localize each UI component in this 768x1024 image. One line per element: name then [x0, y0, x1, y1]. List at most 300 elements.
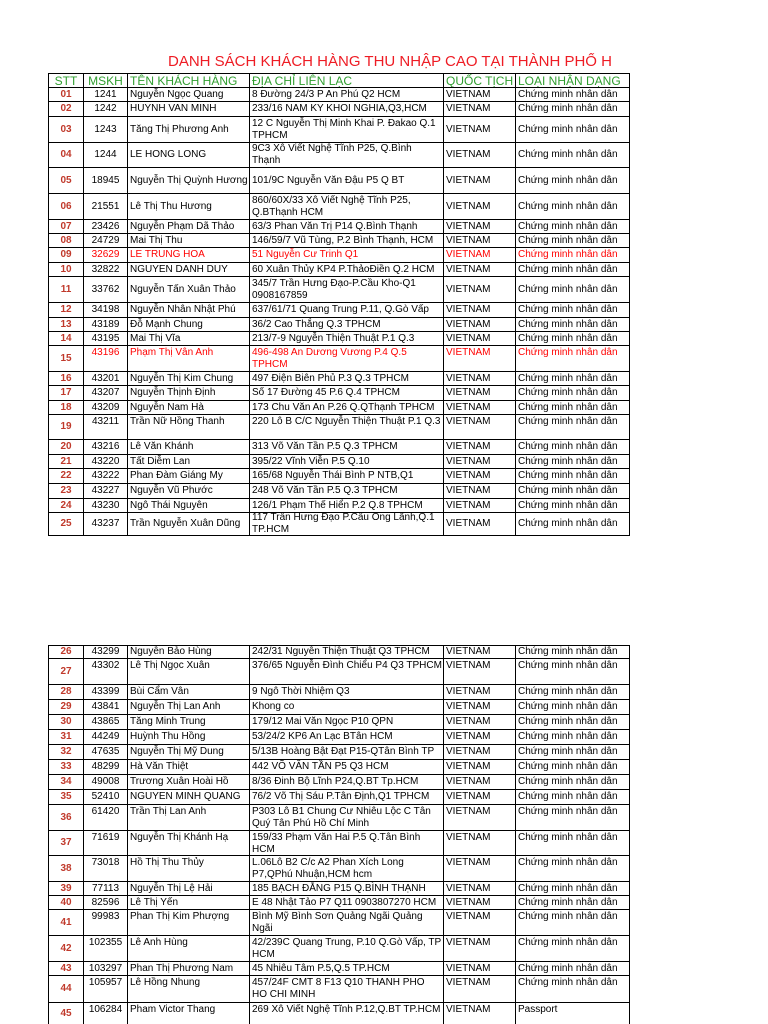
- row-number-cell: 07: [48, 220, 84, 234]
- customer-code-cell: 106284: [84, 1003, 128, 1024]
- customer-code-cell: 1242: [84, 102, 128, 117]
- address-cell: 860/60X/33 Xô Viết Nghệ Tĩnh P25, Q.BThạnh HCM: [250, 194, 444, 220]
- row-number-cell: 06: [48, 194, 84, 220]
- nationality-cell: VIETNAM: [444, 730, 516, 745]
- row-number-cell: 22: [48, 469, 84, 484]
- customer-code-cell: 43865: [84, 715, 128, 730]
- customer-code-cell: 102355: [84, 936, 128, 962]
- customer-code-cell: 47635: [84, 745, 128, 760]
- id-type-cell: Chứng minh nhân dân: [516, 645, 630, 659]
- customer-code-cell: 99983: [84, 910, 128, 936]
- customer-name-cell: Lê Hồng Nhung: [128, 976, 250, 1003]
- table-row: [48, 234, 630, 248]
- customer-code-cell: 43399: [84, 685, 128, 700]
- customer-name-cell: Nguyễn Ngọc Quang: [128, 88, 250, 102]
- row-number-cell: 20: [48, 440, 84, 455]
- address-cell: E 48 Nhật Tảo P7 Q11 0903807270 HCM: [250, 896, 444, 910]
- id-type-cell: Chứng minh nhân dân: [516, 88, 630, 102]
- nationality-cell: VIETNAM: [444, 220, 516, 234]
- row-number-cell: 11: [48, 277, 84, 303]
- customer-name-cell: Nguyễn Nhân Nhật Phú: [128, 303, 250, 318]
- customer-code-cell: 43216: [84, 440, 128, 455]
- customer-name-cell: Nguyễn Phạm Dã Thảo: [128, 220, 250, 234]
- customer-code-cell: 43299: [84, 645, 128, 659]
- row-number-cell: 41: [48, 910, 84, 936]
- address-cell: 173 Chu Văn An P.26 Q.QThạnh TPHCM: [250, 401, 444, 415]
- row-number-cell: 28: [48, 685, 84, 700]
- customer-code-cell: 43841: [84, 700, 128, 715]
- id-type-cell: Chứng minh nhân dân: [516, 659, 630, 685]
- customer-name-cell: Ngô Thái Nguyên: [128, 499, 250, 513]
- id-type-cell: Chứng minh nhân dân: [516, 499, 630, 513]
- customer-code-cell: 34198: [84, 303, 128, 318]
- customer-code-cell: 71619: [84, 831, 128, 856]
- nationality-cell: VIETNAM: [444, 856, 516, 882]
- row-number-cell: 29: [48, 700, 84, 715]
- id-type-cell: Chứng minh nhân dân: [516, 790, 630, 805]
- id-type-cell: Chứng minh nhân dân: [516, 303, 630, 318]
- customer-name-cell: Phan Thị Kim Phượng: [128, 910, 250, 936]
- table-row: [48, 790, 630, 805]
- customer-code-cell: 43209: [84, 401, 128, 415]
- address-cell: 8 Đường 24/3 P An Phú Q2 HCM: [250, 88, 444, 102]
- row-number-cell: 44: [48, 976, 84, 1003]
- address-cell: 159/33 Phạm Văn Hai P.5 Q.Tân Bình HCM: [250, 831, 444, 856]
- customer-name-cell: Nguyễn Thị Kim Chung: [128, 372, 250, 386]
- customer-name-cell: Trần Nữ Hồng Thanh: [128, 415, 250, 440]
- customer-code-cell: 1244: [84, 143, 128, 168]
- customer-code-cell: 77113: [84, 882, 128, 896]
- address-cell: 8/36 Đinh Bộ Lĩnh P24,Q.BT Tp.HCM: [250, 775, 444, 790]
- nationality-cell: VIETNAM: [444, 88, 516, 102]
- table-row: [48, 805, 630, 831]
- id-type-cell: Chứng minh nhân dân: [516, 194, 630, 220]
- address-cell: 9C3 Xô Viết Nghệ Tĩnh P25, Q.Bình Thạnh: [250, 143, 444, 168]
- id-type-cell: Chứng minh nhân dân: [516, 760, 630, 775]
- nationality-cell: VIETNAM: [444, 372, 516, 386]
- id-type-cell: Chứng minh nhân dân: [516, 415, 630, 440]
- row-number-cell: 18: [48, 401, 84, 415]
- address-cell: 5/13B Hoàng Bật Đạt P15-QTân Bình TP: [250, 745, 444, 760]
- address-cell: 248 Võ Văn Tần P.5 Q.3 TPHCM: [250, 484, 444, 499]
- customer-name-cell: Huỳnh Thu Hồng: [128, 730, 250, 745]
- address-cell: Số 17 Đường 45 P.6 Q.4 TPHCM: [250, 386, 444, 401]
- nationality-cell: VIETNAM: [444, 1003, 516, 1024]
- table-row: [48, 659, 630, 685]
- table-row: [48, 715, 630, 730]
- table-row: [48, 700, 630, 715]
- id-type-cell: Chứng minh nhân dân: [516, 775, 630, 790]
- nationality-cell: VIETNAM: [444, 659, 516, 685]
- address-cell: 345/7 Trần Hưng Đạo-P.Cầu Kho-Q1 0908167859: [250, 277, 444, 303]
- table-row: [48, 386, 630, 401]
- nationality-cell: VIETNAM: [444, 499, 516, 513]
- address-cell: 146/59/7 Vũ Tùng, P.2 Bình Thạnh, HCM: [250, 234, 444, 248]
- id-type-cell: Passport: [516, 1003, 630, 1024]
- customer-name-cell: LE TRUNG HOA: [128, 248, 250, 263]
- customer-name-cell: Phạm Thị Vân Anh: [128, 346, 250, 372]
- id-type-cell: Chứng minh nhân dân: [516, 856, 630, 882]
- customer-code-cell: 52410: [84, 790, 128, 805]
- address-cell: 53/24/2 KP6 An Lạc BTân HCM: [250, 730, 444, 745]
- customer-code-cell: 23426: [84, 220, 128, 234]
- address-cell: Khong co: [250, 700, 444, 715]
- nationality-cell: VIETNAM: [444, 962, 516, 976]
- table-row: [48, 910, 630, 936]
- address-cell: 313 Võ Văn Tần P.5 Q.3 TPHCM: [250, 440, 444, 455]
- table-row: [48, 469, 630, 484]
- address-cell: 457/24F CMT 8 F13 Q10 THANH PHO HO CHI MINH: [250, 976, 444, 1003]
- nationality-cell: VIETNAM: [444, 143, 516, 168]
- table-row: [48, 499, 630, 513]
- customer-name-cell: Trương Xuân Hoài Hồ: [128, 775, 250, 790]
- customer-code-cell: 1243: [84, 117, 128, 143]
- row-number-cell: 45: [48, 1003, 84, 1024]
- column-header-mskh: MSKH: [84, 73, 128, 88]
- address-cell: 101/9C Nguyễn Văn Đậu P5 Q BT: [250, 168, 444, 194]
- id-type-cell: Chứng minh nhân dân: [516, 469, 630, 484]
- id-type-cell: Chứng minh nhân dân: [516, 831, 630, 856]
- nationality-cell: VIETNAM: [444, 194, 516, 220]
- table-row: [48, 1003, 630, 1024]
- table-row: [48, 962, 630, 976]
- customer-name-cell: LE HONG LONG: [128, 143, 250, 168]
- row-number-cell: 30: [48, 715, 84, 730]
- nationality-cell: VIETNAM: [444, 760, 516, 775]
- nationality-cell: VIETNAM: [444, 234, 516, 248]
- customer-code-cell: 43220: [84, 455, 128, 469]
- row-number-cell: 40: [48, 896, 84, 910]
- nationality-cell: VIETNAM: [444, 386, 516, 401]
- customer-table-continued: [48, 645, 630, 1024]
- customer-code-cell: 43227: [84, 484, 128, 499]
- nationality-cell: VIETNAM: [444, 469, 516, 484]
- customer-name-cell: Hà Văn Thiệt: [128, 760, 250, 775]
- row-number-cell: 19: [48, 415, 84, 440]
- row-number-cell: 15: [48, 346, 84, 372]
- row-number-cell: 01: [48, 88, 84, 102]
- id-type-cell: Chứng minh nhân dân: [516, 962, 630, 976]
- address-cell: 9 Ngô Thời Nhiệm Q3: [250, 685, 444, 700]
- customer-code-cell: 33762: [84, 277, 128, 303]
- customer-name-cell: Phan Đàm Giáng My: [128, 469, 250, 484]
- nationality-cell: VIETNAM: [444, 715, 516, 730]
- id-type-cell: Chứng minh nhân dân: [516, 318, 630, 332]
- customer-name-cell: Bùi Cẩm Vân: [128, 685, 250, 700]
- address-cell: 233/16 NAM KY KHOI NGHIA,Q3,HCM: [250, 102, 444, 117]
- customer-name-cell: Pham Victor Thang: [128, 1003, 250, 1024]
- nationality-cell: VIETNAM: [444, 263, 516, 277]
- nationality-cell: VIETNAM: [444, 896, 516, 910]
- customer-code-cell: 43211: [84, 415, 128, 440]
- row-number-cell: 05: [48, 168, 84, 194]
- id-type-cell: Chứng minh nhân dân: [516, 117, 630, 143]
- customer-name-cell: Lê Văn Khánh: [128, 440, 250, 455]
- nationality-cell: VIETNAM: [444, 455, 516, 469]
- customer-table: [48, 73, 630, 536]
- row-number-cell: 24: [48, 499, 84, 513]
- row-number-cell: 38: [48, 856, 84, 882]
- customer-name-cell: Nguyễn Thị Mỹ Dung: [128, 745, 250, 760]
- nationality-cell: VIETNAM: [444, 102, 516, 117]
- id-type-cell: Chứng minh nhân dân: [516, 896, 630, 910]
- customer-code-cell: 103297: [84, 962, 128, 976]
- customer-code-cell: 44249: [84, 730, 128, 745]
- table-row: [48, 318, 630, 332]
- customer-name-cell: Trần Thị Lan Anh: [128, 805, 250, 831]
- table-row: [48, 415, 630, 440]
- address-cell: 220 Lô B C/C Nguyễn Thiện Thuật P.1 Q.3: [250, 415, 444, 440]
- customer-name-cell: Nguyễn Thị Lan Anh: [128, 700, 250, 715]
- row-number-cell: 35: [48, 790, 84, 805]
- address-cell: 165/68 Nguyễn Thái Bình P NTB,Q1: [250, 469, 444, 484]
- row-number-cell: 33: [48, 760, 84, 775]
- table-row: [48, 455, 630, 469]
- customer-name-cell: Tăng Minh Trung: [128, 715, 250, 730]
- row-number-cell: 16: [48, 372, 84, 386]
- customer-name-cell: Nguyễn Nam Hà: [128, 401, 250, 415]
- address-cell: 395/22 Vĩnh Viễn P.5 Q.10: [250, 455, 444, 469]
- table-row: [48, 248, 630, 263]
- nationality-cell: VIETNAM: [444, 882, 516, 896]
- table-row: [48, 760, 630, 775]
- table-row: [48, 401, 630, 415]
- customer-name-cell: Mai Thị Thu: [128, 234, 250, 248]
- customer-code-cell: 48299: [84, 760, 128, 775]
- customer-code-cell: 43195: [84, 332, 128, 346]
- table-row: [48, 143, 630, 168]
- table-row: [48, 117, 630, 143]
- table-row: [48, 685, 630, 700]
- row-number-cell: 37: [48, 831, 84, 856]
- customer-name-cell: Nguyễn Thịnh Định: [128, 386, 250, 401]
- table-row: [48, 745, 630, 760]
- table-row: [48, 440, 630, 455]
- row-number-cell: 31: [48, 730, 84, 745]
- customer-name-cell: Trần Nguyễn Xuân Dũng: [128, 513, 250, 536]
- customer-code-cell: 43222: [84, 469, 128, 484]
- customer-code-cell: 73018: [84, 856, 128, 882]
- nationality-cell: VIETNAM: [444, 401, 516, 415]
- address-cell: 497 Điện Biên Phủ P.3 Q.3 TPHCM: [250, 372, 444, 386]
- id-type-cell: Chứng minh nhân dân: [516, 685, 630, 700]
- row-number-cell: 43: [48, 962, 84, 976]
- table-row: [48, 484, 630, 499]
- id-type-cell: Chứng minh nhân dân: [516, 936, 630, 962]
- id-type-cell: Chứng minh nhân dân: [516, 805, 630, 831]
- table-row: [48, 263, 630, 277]
- address-cell: 45 Nhiêu Tâm P.5,Q.5 TP.HCM: [250, 962, 444, 976]
- table-row: [48, 856, 630, 882]
- address-cell: 51 Nguyễn Cư Trinh Q1: [250, 248, 444, 263]
- row-number-cell: 39: [48, 882, 84, 896]
- id-type-cell: Chứng minh nhân dân: [516, 700, 630, 715]
- id-type-cell: Chứng minh nhân dân: [516, 715, 630, 730]
- table-row: [48, 730, 630, 745]
- nationality-cell: VIETNAM: [444, 440, 516, 455]
- address-cell: 12 C Nguyễn Thị Minh Khai P. Đakao Q.1 TPHCM: [250, 117, 444, 143]
- customer-name-cell: Nguyễn Thị Lệ Hải: [128, 882, 250, 896]
- nationality-cell: VIETNAM: [444, 910, 516, 936]
- address-cell: 42/239C Quang Trung, P.10 Q.Gò Vấp, TP HCM: [250, 936, 444, 962]
- customer-name-cell: Tất Diễm Lan: [128, 455, 250, 469]
- customer-code-cell: 43230: [84, 499, 128, 513]
- table-row: [48, 976, 630, 1003]
- id-type-cell: Chứng minh nhân dân: [516, 248, 630, 263]
- customer-code-cell: 43189: [84, 318, 128, 332]
- nationality-cell: VIETNAM: [444, 976, 516, 1003]
- row-number-cell: 03: [48, 117, 84, 143]
- address-cell: 60 Xuân Thủy KP4 P.ThảoĐiền Q.2 HCM: [250, 263, 444, 277]
- id-type-cell: Chứng minh nhân dân: [516, 143, 630, 168]
- address-cell: 213/7-9 Nguyễn Thiện Thuật P.1 Q.3: [250, 332, 444, 346]
- nationality-cell: VIETNAM: [444, 700, 516, 715]
- address-cell: Bình Mỹ Bình Sơn Quảng Ngãi Quảng Ngãi: [250, 910, 444, 936]
- id-type-cell: Chứng minh nhân dân: [516, 102, 630, 117]
- nationality-cell: VIETNAM: [444, 513, 516, 536]
- table-row: [48, 372, 630, 386]
- id-type-cell: Chứng minh nhân dân: [516, 168, 630, 194]
- customer-code-cell: 21551: [84, 194, 128, 220]
- customer-name-cell: Nguyễn Thị Quỳnh Hương: [128, 168, 250, 194]
- table-row: [48, 303, 630, 318]
- nationality-cell: VIETNAM: [444, 745, 516, 760]
- table-row: [48, 896, 630, 910]
- customer-name-cell: Nguyễn Tấn Xuân Thảo: [128, 277, 250, 303]
- address-cell: 117 Trần Hưng Đạo P.Cầu Ông Lãnh,Q.1 TP.HCM: [250, 513, 444, 536]
- id-type-cell: Chứng minh nhân dân: [516, 484, 630, 499]
- id-type-cell: Chứng minh nhân dân: [516, 882, 630, 896]
- row-number-cell: 25: [48, 513, 84, 536]
- row-number-cell: 36: [48, 805, 84, 831]
- table-row: [48, 775, 630, 790]
- id-type-cell: Chứng minh nhân dân: [516, 910, 630, 936]
- customer-code-cell: 32629: [84, 248, 128, 263]
- table-header-row: [48, 73, 630, 88]
- customer-name-cell: Lê Thị Thu Hương: [128, 194, 250, 220]
- row-number-cell: 13: [48, 318, 84, 332]
- nationality-cell: VIETNAM: [444, 685, 516, 700]
- table-row: [48, 645, 630, 659]
- column-header-id-type: LOẠI NHẬN DẠNG: [516, 73, 630, 88]
- row-number-cell: 02: [48, 102, 84, 117]
- id-type-cell: Chứng minh nhân dân: [516, 401, 630, 415]
- customer-code-cell: 24729: [84, 234, 128, 248]
- customer-code-cell: 32822: [84, 263, 128, 277]
- row-number-cell: 12: [48, 303, 84, 318]
- table-row: [48, 194, 630, 220]
- customer-name-cell: Tăng Thị Phương Anh: [128, 117, 250, 143]
- customer-name-cell: Nguyễn Thị Khánh Hạ: [128, 831, 250, 856]
- address-cell: 63/3 Phan Văn Trị P14 Q.Bình Thạnh: [250, 220, 444, 234]
- address-cell: 185 BẠCH ĐẰNG P15 Q.BÌNH THẠNH: [250, 882, 444, 896]
- table-row: [48, 346, 630, 372]
- customer-code-cell: 105957: [84, 976, 128, 1003]
- address-cell: 242/31 Nguyễn Thiện Thuật Q3 TPHCM: [250, 645, 444, 659]
- table-row: [48, 332, 630, 346]
- nationality-cell: VIETNAM: [444, 936, 516, 962]
- address-cell: L.06Lô B2 C/c A2 Phan Xích Long P7,QPhú Nhuận,HCM hcm: [250, 856, 444, 882]
- id-type-cell: Chứng minh nhân dân: [516, 455, 630, 469]
- id-type-cell: Chứng minh nhân dân: [516, 332, 630, 346]
- nationality-cell: VIETNAM: [444, 248, 516, 263]
- nationality-cell: VIETNAM: [444, 277, 516, 303]
- customer-name-cell: NGUYEN MINH QUANG: [128, 790, 250, 805]
- row-number-cell: 08: [48, 234, 84, 248]
- nationality-cell: VIETNAM: [444, 645, 516, 659]
- table-row: [48, 882, 630, 896]
- nationality-cell: VIETNAM: [444, 332, 516, 346]
- row-number-cell: 21: [48, 455, 84, 469]
- column-header-stt: STT: [48, 73, 84, 88]
- address-cell: 496-498 An Dương Vương P.4 Q.5 TPHCM: [250, 346, 444, 372]
- id-type-cell: Chứng minh nhân dân: [516, 372, 630, 386]
- customer-code-cell: 18945: [84, 168, 128, 194]
- customer-name-cell: Lê Thị Ngọc Xuân: [128, 659, 250, 685]
- row-number-cell: 04: [48, 143, 84, 168]
- row-number-cell: 09: [48, 248, 84, 263]
- id-type-cell: Chứng minh nhân dân: [516, 234, 630, 248]
- address-cell: 179/12 Mai Văn Ngọc P10 QPN: [250, 715, 444, 730]
- column-header-address: ĐỊA CHỈ LIÊN LẠC: [250, 73, 444, 88]
- nationality-cell: VIETNAM: [444, 318, 516, 332]
- address-cell: 442 VÕ VĂN TẦN P5 Q3 HCM: [250, 760, 444, 775]
- id-type-cell: Chứng minh nhân dân: [516, 745, 630, 760]
- nationality-cell: VIETNAM: [444, 415, 516, 440]
- id-type-cell: Chứng minh nhân dân: [516, 976, 630, 1003]
- customer-name-cell: Lê Thị Yến: [128, 896, 250, 910]
- row-number-cell: 42: [48, 936, 84, 962]
- customer-code-cell: 43196: [84, 346, 128, 372]
- customer-code-cell: 1241: [84, 88, 128, 102]
- table-row: [48, 831, 630, 856]
- nationality-cell: VIETNAM: [444, 168, 516, 194]
- nationality-cell: VIETNAM: [444, 117, 516, 143]
- address-cell: 36/2 Cao Thắng Q.3 TPHCM: [250, 318, 444, 332]
- customer-name-cell: NGUYEN DANH DUY: [128, 263, 250, 277]
- table-row: [48, 102, 630, 117]
- id-type-cell: Chứng minh nhân dân: [516, 730, 630, 745]
- row-number-cell: 14: [48, 332, 84, 346]
- id-type-cell: Chứng minh nhân dân: [516, 277, 630, 303]
- table-row: [48, 936, 630, 962]
- customer-name-cell: Lê Anh Hùng: [128, 936, 250, 962]
- id-type-cell: Chứng minh nhân dân: [516, 386, 630, 401]
- row-number-cell: 23: [48, 484, 84, 499]
- document-title: DANH SÁCH KHÁCH HÀNG THU NHẬP CAO TẠI THÀNH PHỐ H: [168, 53, 612, 70]
- column-header-customer-name: TÊN KHÁCH HÀNG: [128, 73, 250, 88]
- nationality-cell: VIETNAM: [444, 805, 516, 831]
- id-type-cell: Chứng minh nhân dân: [516, 346, 630, 372]
- address-cell: 269 Xô Viết Nghệ Tĩnh P.12,Q.BT TP.HCM: [250, 1003, 444, 1024]
- address-cell: 637/61/71 Quang Trung P.11, Q.Gò Vấp: [250, 303, 444, 318]
- address-cell: 126/1 Phạm Thế Hiển P.2 Q.8 TPHCM: [250, 499, 444, 513]
- table-row: [48, 220, 630, 234]
- row-number-cell: 26: [48, 645, 84, 659]
- customer-name-cell: Hồ Thị Thu Thủy: [128, 856, 250, 882]
- customer-name-cell: Nguyễn Bảo Hùng: [128, 645, 250, 659]
- table-row: [48, 168, 630, 194]
- customer-name-cell: HUYNH VAN MINH: [128, 102, 250, 117]
- id-type-cell: Chứng minh nhân dân: [516, 220, 630, 234]
- row-number-cell: 32: [48, 745, 84, 760]
- column-header-nationality: QUỐC TỊCH: [444, 73, 516, 88]
- nationality-cell: VIETNAM: [444, 346, 516, 372]
- customer-name-cell: Mai Thị Vĩa: [128, 332, 250, 346]
- id-type-cell: Chứng minh nhân dân: [516, 513, 630, 536]
- customer-code-cell: 61420: [84, 805, 128, 831]
- customer-code-cell: 82596: [84, 896, 128, 910]
